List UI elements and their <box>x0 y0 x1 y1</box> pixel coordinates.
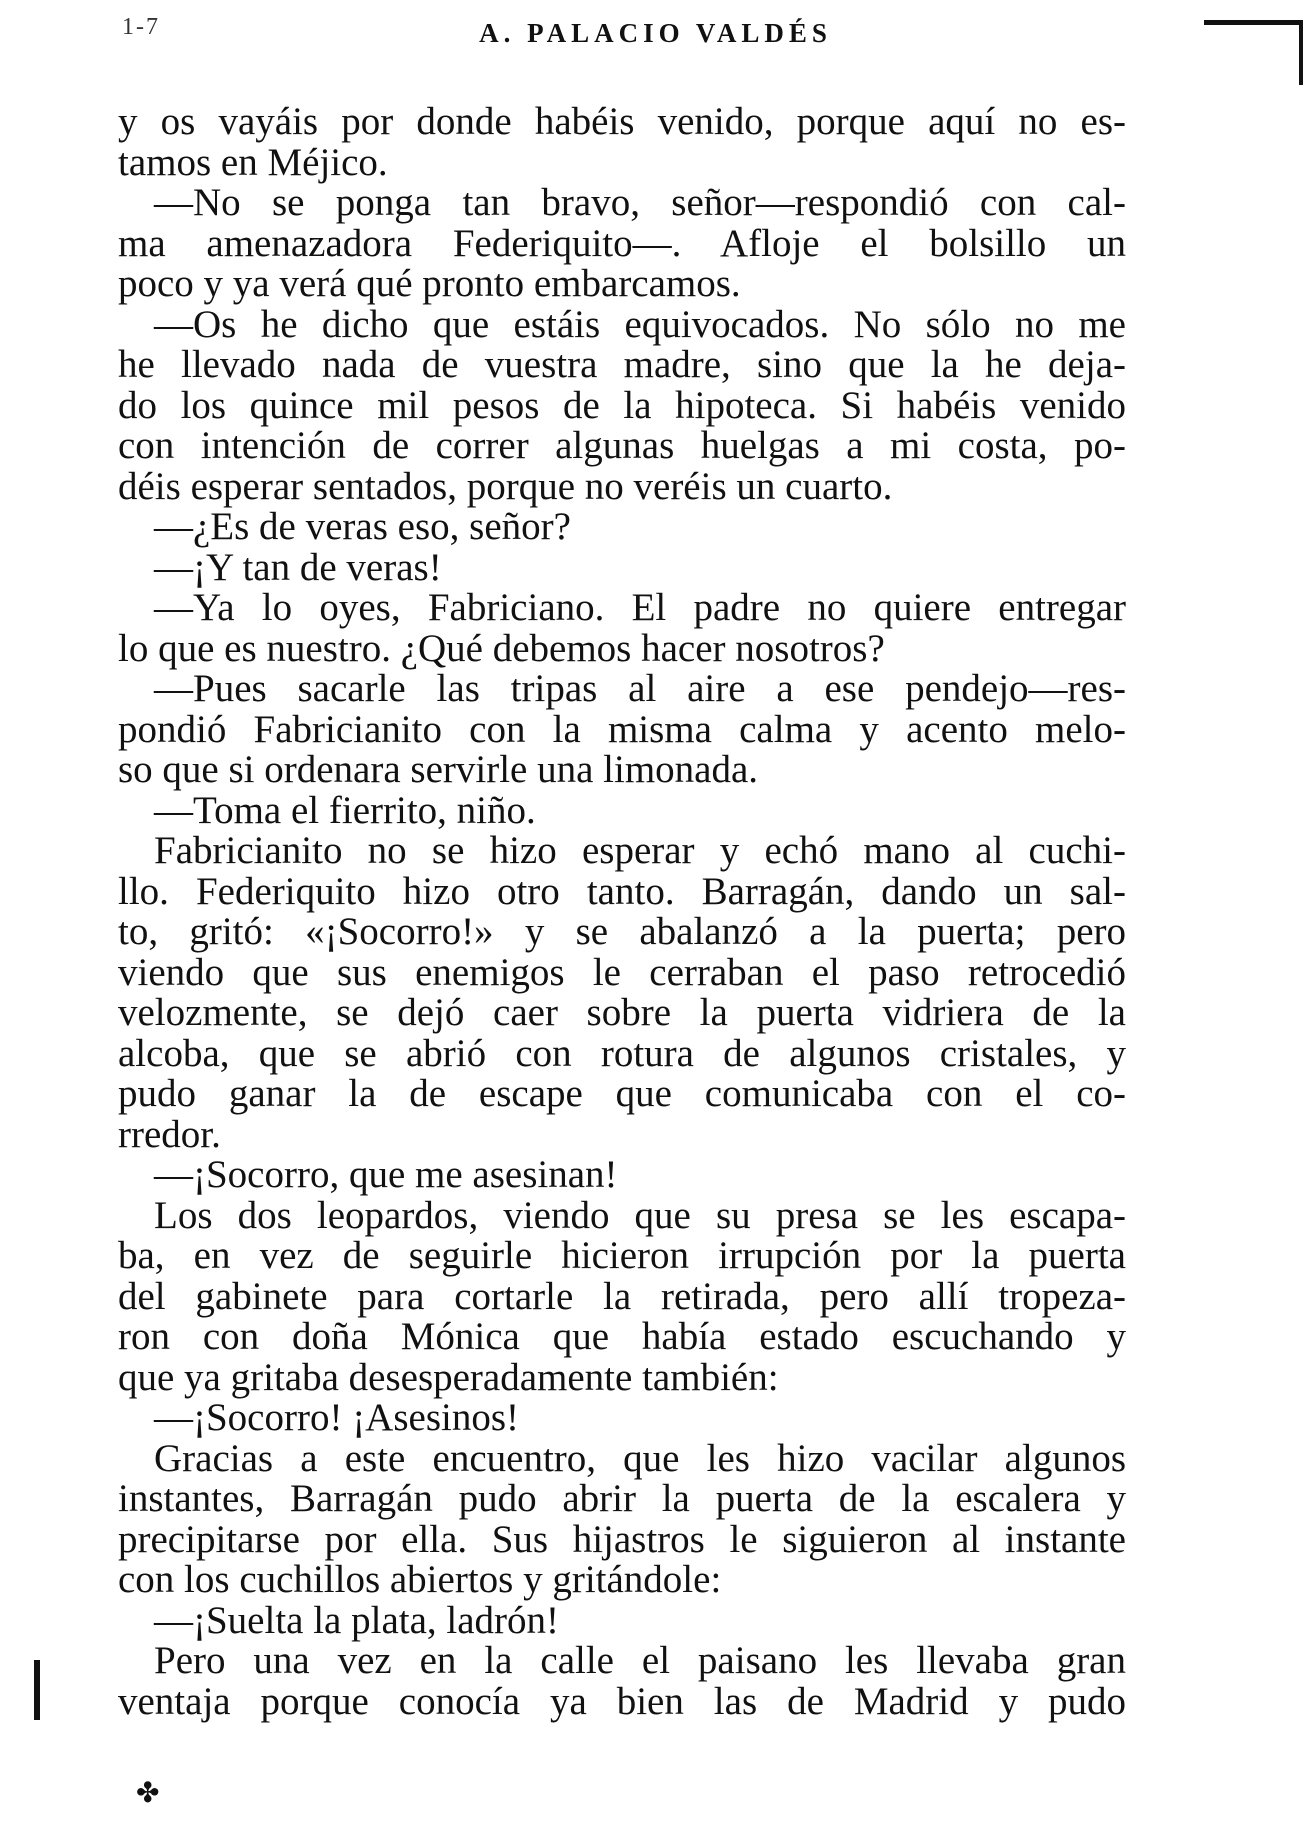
text-line: tamos en Méjico. <box>118 140 388 184</box>
text-line: he llevado nada de vuestra madre, sino que la he deja- <box>118 343 1126 386</box>
text-line: con los cuchillos abiertos y gritándole: <box>118 1558 722 1601</box>
text-line: ma amenazadora Federiquito—. Afloje el bolsillo un <box>118 221 1126 265</box>
text-line: —Pues sacarle las tripas al aire a ese pendejo—res- <box>154 667 1126 710</box>
text-line: pondió Fabricianito con la misma calma y acento melo- <box>118 707 1126 751</box>
text-line: ba, en vez de seguirle hicieron irrupción por la puerta <box>118 1234 1126 1277</box>
body-text <box>118 102 1126 1722</box>
text-line: —¡Y tan de veras! <box>154 545 442 589</box>
running-head: A. PALACIO VALDÉS <box>479 18 832 48</box>
text-line: rredor. <box>118 1112 221 1156</box>
text-line: precipitarse por ella. Sus hijastros le siguieron al instante <box>118 1517 1126 1561</box>
text-line: —Os he dicho que estáis equivocados. No sólo no me <box>154 302 1126 346</box>
text-line: ventaja porque conocía ya bien las de Madrid y pudo <box>118 1679 1126 1723</box>
text-line: Fabricianito no se hizo esperar y echó mano al cuchi- <box>154 829 1126 872</box>
text-line: Pero una vez en la calle el paisano les llevaba gran <box>154 1639 1126 1682</box>
text-line: del gabinete para cortarle la retirada, pero allí tropeza- <box>118 1274 1126 1318</box>
text-line: so que si ordenara servirle una limonada. <box>118 748 759 791</box>
text-line: llo. Federiquito hizo otro tanto. Barragán, dando un sal- <box>118 869 1126 913</box>
text-line: y os vayáis por donde habéis venido, porque aquí no es- <box>118 100 1126 143</box>
corner-mark <box>1204 20 1303 85</box>
ornament-icon: ✤ <box>136 1778 160 1809</box>
text-line: —Toma el fierrito, niño. <box>154 788 536 832</box>
text-line: to, gritó: «¡Socorro!» y se abalanzó a la puerta; pero <box>118 910 1126 953</box>
margin-mark <box>34 1660 40 1720</box>
text-line: ron con doña Mónica que había estado escuchando y <box>118 1315 1126 1358</box>
text-line: —¡Socorro! ¡Asesinos! <box>154 1396 520 1439</box>
page-number: 1-7 <box>122 14 160 40</box>
text-line: —Ya lo oyes, Fabriciano. El padre no quiere entregar <box>154 586 1126 629</box>
text-line: alcoba, que se abrió con rotura de algunos cristales, y <box>118 1031 1126 1075</box>
text-line: poco y ya verá qué pronto embarcamos. <box>118 262 741 305</box>
text-line: con intención de correr algunas huelgas a mi costa, po- <box>118 424 1126 467</box>
text-line: velozmente, se dejó caer sobre la puerta vidriera de la <box>118 991 1126 1034</box>
text-line: Gracias a este encuentro, que les hizo vacilar algunos <box>154 1436 1126 1480</box>
text-line: viendo que sus enemigos le cerraban el paso retrocedió <box>118 950 1126 994</box>
text-line: —¿Es de veras eso, señor? <box>154 505 571 548</box>
text-line: —¡Suelta la plata, ladrón! <box>154 1598 560 1642</box>
text-line: pudo ganar la de escape que comunicaba con el co- <box>118 1072 1126 1115</box>
text-line: Los dos leopardos, viendo que su presa se les escapa- <box>154 1193 1126 1237</box>
text-line: do los quince mil pesos de la hipoteca. Si habéis venido <box>118 383 1126 427</box>
text-line: déis esperar sentados, porque no veréis un cuarto. <box>118 464 893 508</box>
text-line: instantes, Barragán pudo abrir la puerta de la escalera y <box>118 1477 1126 1520</box>
text-line: —¡Socorro, que me asesinan! <box>154 1153 618 1196</box>
text-line: —No se ponga tan bravo, señor—respondió con cal- <box>154 181 1126 224</box>
text-line: que ya gritaba desesperadamente también: <box>118 1355 779 1399</box>
text-line: lo que es nuestro. ¿Qué debemos hacer nosotros? <box>118 626 885 670</box>
